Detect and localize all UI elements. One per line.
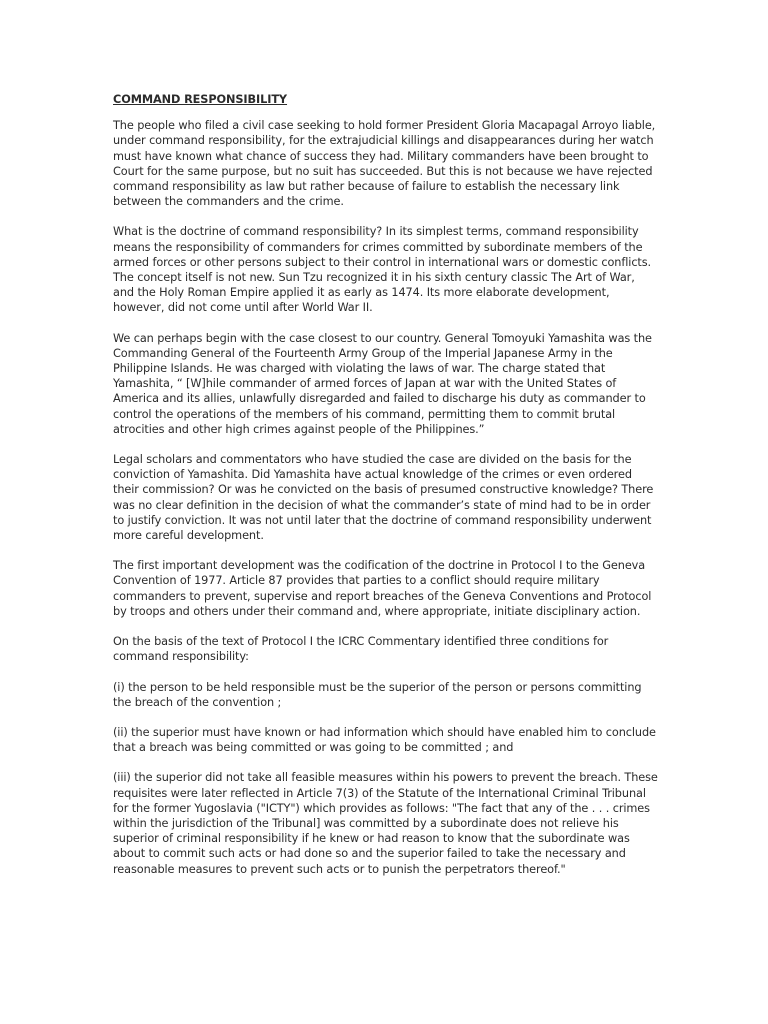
document-body bbox=[113, 92, 658, 892]
paragraph-2: What is the doctrine of command responsibility? In its simplest terms, command responsibility means the responsibility of commanders for crimes committed by subordinate members of the armed forces or other persons subject to their control in international wars or domestic conflicts. The concept itself is not new. Sun Tzu recognized it in his sixth century classic The Art of War, and the Holy Roman Empire applied it as early as 1474. Its more elaborate development, however, did not come until after World War II. bbox=[113, 225, 652, 315]
condition-ii: (ii) the superior must have known or had information which should have enabled him to conclude that a breach was being committed or was going to be committed ; and bbox=[113, 725, 656, 755]
paragraph-3: We can perhaps begin with the case closest to our country. General Tomoyuki Yamashita was the Commanding General of the Fourteenth Army Group of the Imperial Japanese Army in the Philippine Islands. He was charged with violating the laws of war. The charge stated that Yamashita, “ [W]hile commander of armed forces of Japan at war with the United States of America and its allies, unlawfully disregarded and failed to discharge his duty as commander to control the operations of the members of his command, permitting them to commit brutal atrocities and other high crimes against people of the Philippines.” bbox=[113, 331, 652, 436]
paragraph-6: On the basis of the text of Protocol I the ICRC Commentary identified three conditions for command responsibility: bbox=[113, 635, 609, 664]
paragraph-5: The first important development was the codification of the doctrine in Protocol I to the Geneva Convention of 1977. Article 87 provides that parties to a conflict should require military commanders to prevent, supervise and report breaches of the Geneva Conventions and Protocol by troops and others under their command and, where appropriate, initiate disciplinary action. bbox=[113, 559, 652, 618]
document-title: COMMAND RESPONSIBILITY bbox=[113, 93, 288, 106]
condition-i: (i) the person to be held responsible must be the superior of the person or persons committing the breach of the convention ; bbox=[113, 680, 642, 709]
paragraph-4: Legal scholars and commentators who have studied the case are divided on the basis for the conviction of Yamashita. Did Yamashita have actual knowledge of the crimes or even ordered their commission? Or was he convicted on the basis of presumed constructive knowledge? There was no clear definition in the decision of what the commander’s state of mind had to be in order to justify conviction. It was not until later that the doctrine of command responsibility underwent more careful development. bbox=[113, 453, 654, 543]
paragraph-1: The people who filed a civil case seeking to hold former President Gloria Macapagal Arroyo liable, under command responsibility, for the extrajudicial killings and disappearances during her watch must have known what chance of success they had. Military commanders have been brought to Court for the same purpose, but no suit has succeeded. But this is not because we have rejected command responsibility as law but rather because of failure to establish the necessary link between the commanders and the crime. bbox=[113, 119, 656, 209]
condition-iii: (iii) the superior did not take all feasible measures within his powers to prevent the breach. These requisites were later reflected in Article 7(3) of the Statute of the International Criminal Tribunal for the former Yugoslavia ("ICTY") which provides as follows: "The fact that any of the . . . crimes within the jurisdiction of the Tribunal] was committed by a subordinate does not relieve his superior of criminal responsibility if he knew or had reason to know that the subordinate was about to commit such acts or had done so and the superior failed to take the necessary and reasonable measures to prevent such acts or to punish the perpetrators thereof." bbox=[113, 771, 658, 876]
